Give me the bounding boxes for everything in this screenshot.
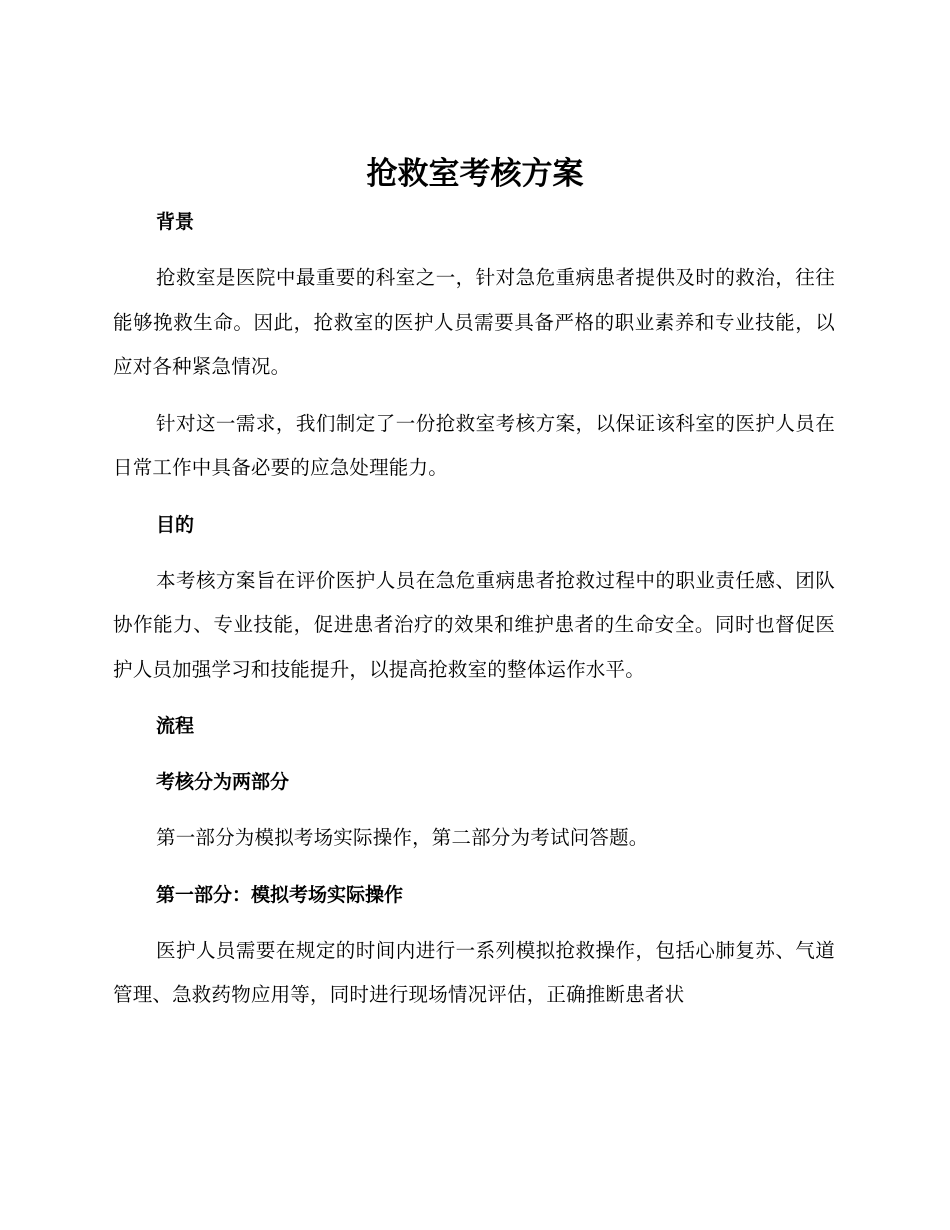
- subheading-part-one: 第一部分：模拟考场实际操作: [156, 883, 404, 906]
- section-heading-background: 背景: [156, 211, 195, 233]
- section-heading-purpose: 目的: [156, 513, 195, 536]
- document-body: [113, 200, 835, 1030]
- paragraph-background-2: 针对这一需求，我们制定了一份抢救室考核方案，以保证该科室的医护人员在日常工作中具备必要的应急处理能力。: [113, 411, 835, 479]
- paragraph-two-parts: 第一部分为模拟考场实际操作，第二部分为考试问答题。: [156, 826, 649, 849]
- document-title: 抢救室考核方案: [366, 156, 584, 192]
- paragraph-background-1: 抢救室是医院中最重要的科室之一，针对急危重病患者提供及时的救治，往往能够挽救生命。因此，抢救室的医护人员需要具备严格的职业素养和专业技能，以应对各种紧急情况。: [113, 266, 835, 378]
- paragraph-part-one: 医护人员需要在规定的时间内进行一系列模拟抢救操作，包括心肺复苏、气道管理、急救药物应用等，同时进行现场情况评估，正确推断患者状: [113, 938, 835, 1006]
- paragraph-purpose: 本考核方案旨在评价医护人员在急危重病患者抢救过程中的职业责任感、团队协作能力、专业技能，促进患者治疗的效果和维护患者的生命安全。同时也督促医护人员加强学习和技能提升，以提高抢救室的整体运作水平。: [113, 568, 835, 681]
- subheading-two-parts: 考核分为两部分: [156, 771, 290, 793]
- section-heading-process: 流程: [156, 715, 195, 737]
